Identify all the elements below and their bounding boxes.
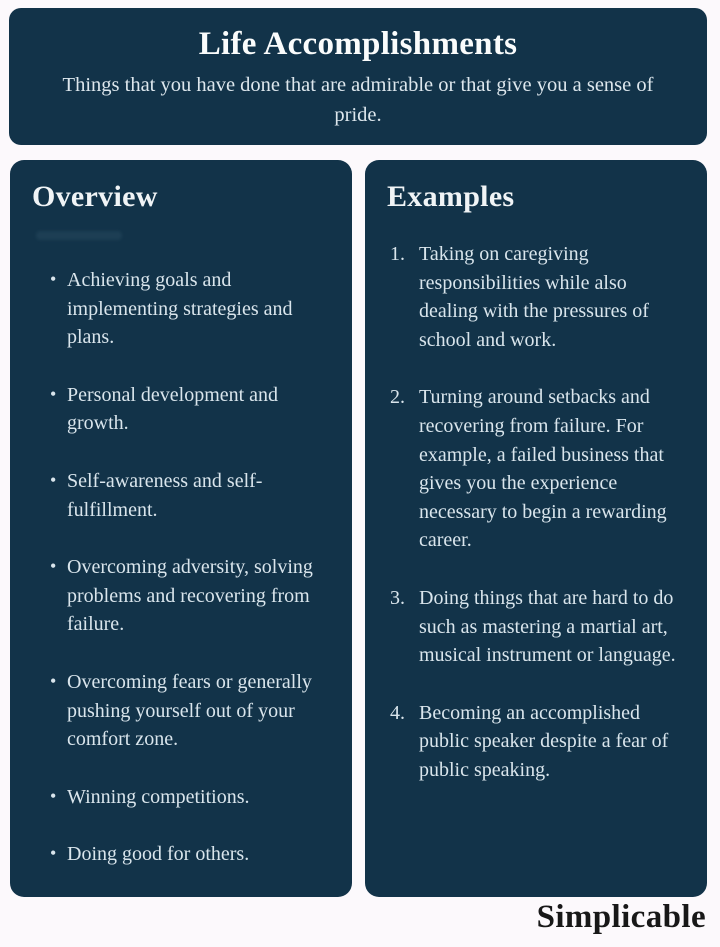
overview-heading: Overview — [32, 180, 158, 213]
list-item — [390, 240, 687, 354]
list-item — [390, 699, 687, 785]
item-text: Doing things that are hard to do such as mastering a martial art, musical instrument or language. — [419, 586, 676, 667]
item-text: Taking on caregiving responsibilities while also dealing with the pressures of school and work. — [419, 243, 649, 351]
list-item — [390, 584, 687, 670]
bullet-dot: • — [50, 269, 57, 289]
item-text: Overcoming fears or generally pushing yourself out of your comfort zone. — [67, 670, 312, 751]
examples-panel — [365, 160, 707, 897]
item-number: 2. — [390, 386, 405, 409]
item-text: Overcoming adversity, solving problems and recovering from failure. — [67, 556, 313, 636]
bullet-dot: • — [50, 469, 57, 490]
list-item — [390, 383, 687, 555]
item-number: 3. — [390, 586, 405, 609]
content-columns — [10, 160, 707, 897]
item-text: Turning around setbacks and recovering from failure. For example, a failed business that gives you the experience necessary to begin a rewarding career. — [419, 386, 667, 552]
list-item — [50, 668, 332, 754]
bullet-dot: • — [50, 383, 57, 404]
page-subtitle: Things that you have done that are admirable or that give you a sense of pride. — [62, 74, 654, 126]
list-item — [50, 467, 332, 524]
bullet-dot: • — [50, 670, 57, 691]
examples-heading: Examples — [387, 180, 515, 213]
item-text: Doing good for others. — [67, 843, 250, 866]
list-item — [50, 840, 332, 869]
page-title: Life Accomplishments — [198, 26, 518, 62]
item-number: 1. — [390, 243, 405, 265]
list-item — [50, 266, 332, 352]
header-card — [9, 8, 707, 145]
bullet-dot: • — [50, 785, 57, 806]
overview-panel — [10, 160, 352, 897]
list-item — [50, 381, 332, 438]
brand-wordmark: Simplicable — [536, 899, 706, 935]
item-text: Self-awareness and self-fulfillment. — [67, 469, 263, 521]
footer — [0, 897, 720, 938]
examples-list — [385, 240, 687, 785]
item-text: Achieving goals and implementing strategies and plans. — [67, 269, 293, 349]
infographic — [0, 8, 720, 938]
bullet-dot: • — [50, 843, 57, 864]
item-text: Personal development and growth. — [67, 383, 279, 435]
item-text: Winning competitions. — [67, 785, 250, 808]
item-text: Becoming an accomplished public speaker despite a fear of public speaking. — [419, 701, 669, 781]
overview-list — [30, 266, 332, 869]
list-item — [50, 783, 332, 812]
bullet-dot: • — [50, 556, 57, 577]
list-item — [50, 553, 332, 639]
item-number: 4. — [390, 701, 405, 724]
ghost-watermark — [36, 231, 122, 240]
